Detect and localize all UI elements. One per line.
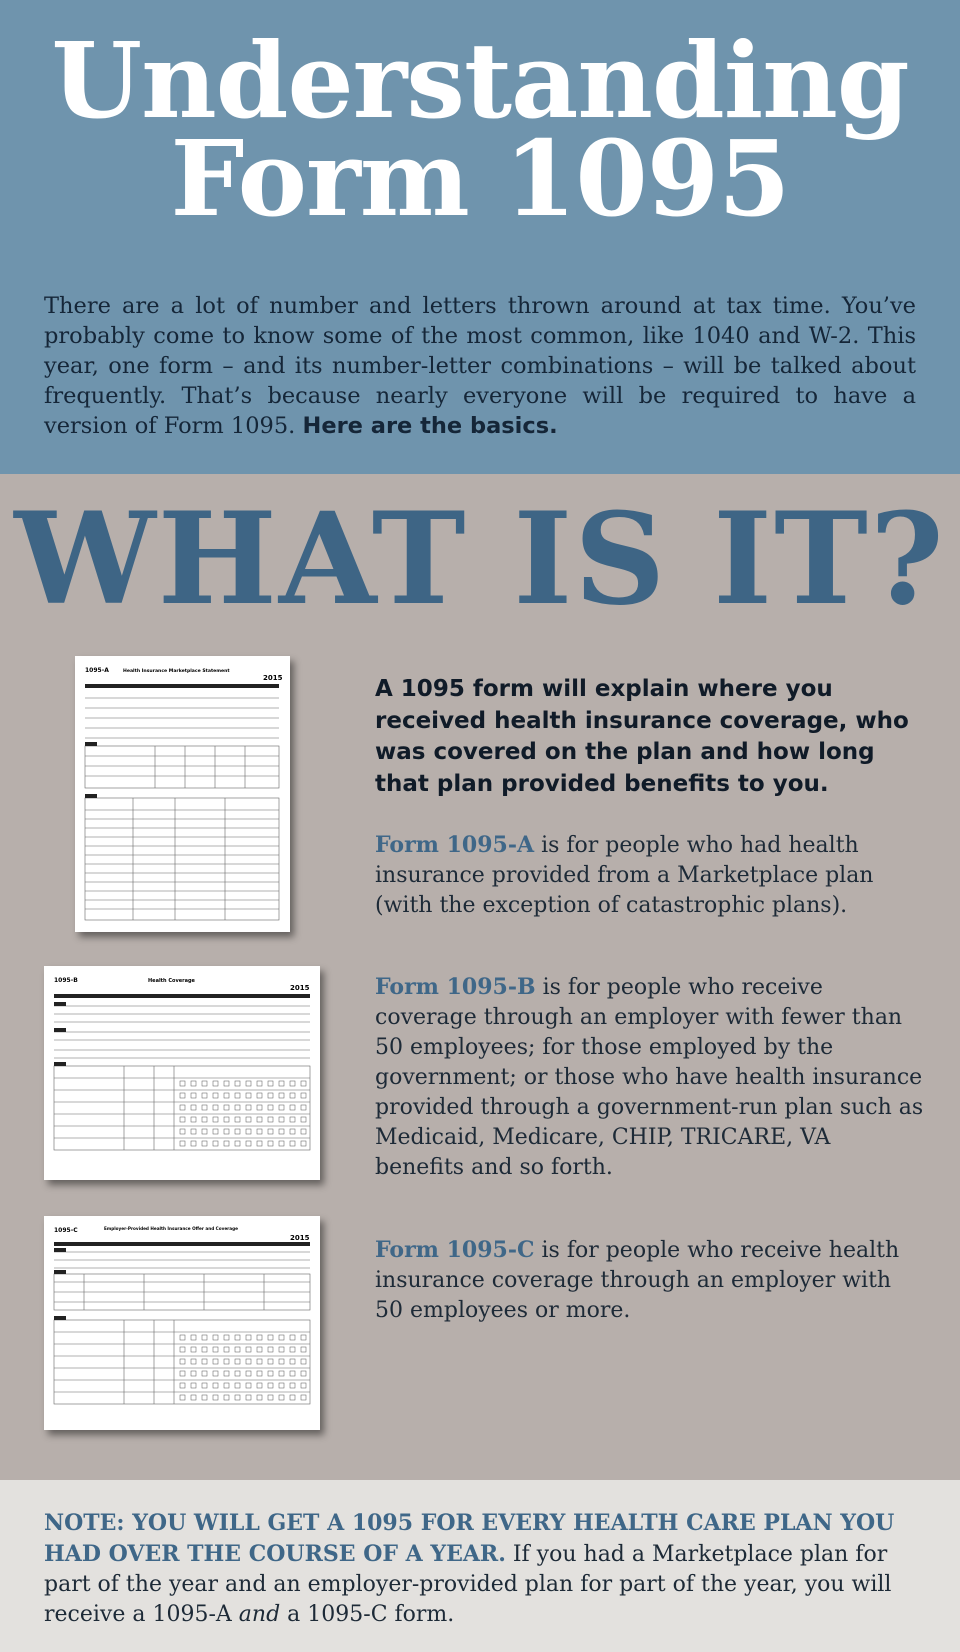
form-1095-b-image [44,966,320,1180]
page-title [0,0,960,240]
note-text-before: If you had a Marketplace plan for part of the year and an employer-provided plan for part of the year, you will receive a 1095-A [44,1542,892,1627]
form-1095-a-name: Form 1095-A [375,832,535,858]
form-1095-b-name: Form 1095-B [375,974,536,1000]
form-a-title: Health Insurance Marketplace Statement [123,669,230,674]
form-c-title: Employer-Provided Health Insurance Offer and Coverage [104,1226,238,1231]
header-banner [0,0,960,474]
form-b-year: 2015 [290,984,310,992]
note-text-after: a 1095-C form. [287,1602,455,1627]
form-1095-c-image [44,1216,320,1430]
intro-bold-text: Here are the basics. [302,412,558,439]
form-1095-b-thumbnail [44,966,320,1180]
intro-text: There are a lot of number and letters thrown around at tax time. You’ve probably come to know some of the most common, like 1040 and W-2. This year, one form – and its number-letter combinations – will be talked about frequently. That’s because nearly everyone will be required to have a version of Form 1095. [44,292,916,439]
note-section [0,1480,960,1652]
form-a-caption: 1095-A [85,667,109,674]
form-1095-a-thumbnail [75,656,290,932]
form-1095-c-description [375,1235,925,1326]
note-text-italic: and [238,1602,281,1627]
lead-statement: A 1095 form will explain where you received health insurance coverage, who was covered on the plan and how long that plan provided benefits to you. [375,676,909,797]
title-line-1: Understanding [51,19,909,142]
form-b-caption: 1095-B [54,977,78,984]
form-c-caption: 1095-C [54,1227,78,1234]
form-c-year: 2015 [290,1234,310,1242]
form-1095-a-text: is for people who had health insurance provided from a Marketplace plan (with the exception of catastrophic plans). [375,833,874,918]
title-line-2: Form 1095 [170,117,790,240]
note-paragraph [44,1508,924,1630]
form-1095-a-image [75,656,290,932]
form-1095-a-description [375,830,925,921]
what-is-it-section [0,474,960,1480]
section-heading: WHAT IS IT? [14,485,946,633]
form-a-year: 2015 [263,674,283,682]
form-1095-c-name: Form 1095-C [375,1237,535,1263]
form-1095-c-thumbnail [44,1216,320,1430]
note-heading: NOTE: YOU WILL GET A 1095 FOR EVERY HEALTH CARE PLAN YOU HAD OVER THE COURSE OF A YEAR. [44,1510,895,1567]
form-1095-b-text: is for people who receive coverage through an employer with fewer than 50 employees; for those employed by the government; or those who have health insurance provided through a government-run plan such as Medicaid, Medicare, CHIP, TRICARE, VA benefits and so forth. [375,975,924,1180]
form-1095-c-text: is for people who receive health insurance coverage through an employer with 50 employees or more. [375,1238,900,1323]
intro-paragraph [44,291,916,441]
form-b-title: Health Coverage [148,978,195,984]
form-1095-b-description [375,972,925,1183]
